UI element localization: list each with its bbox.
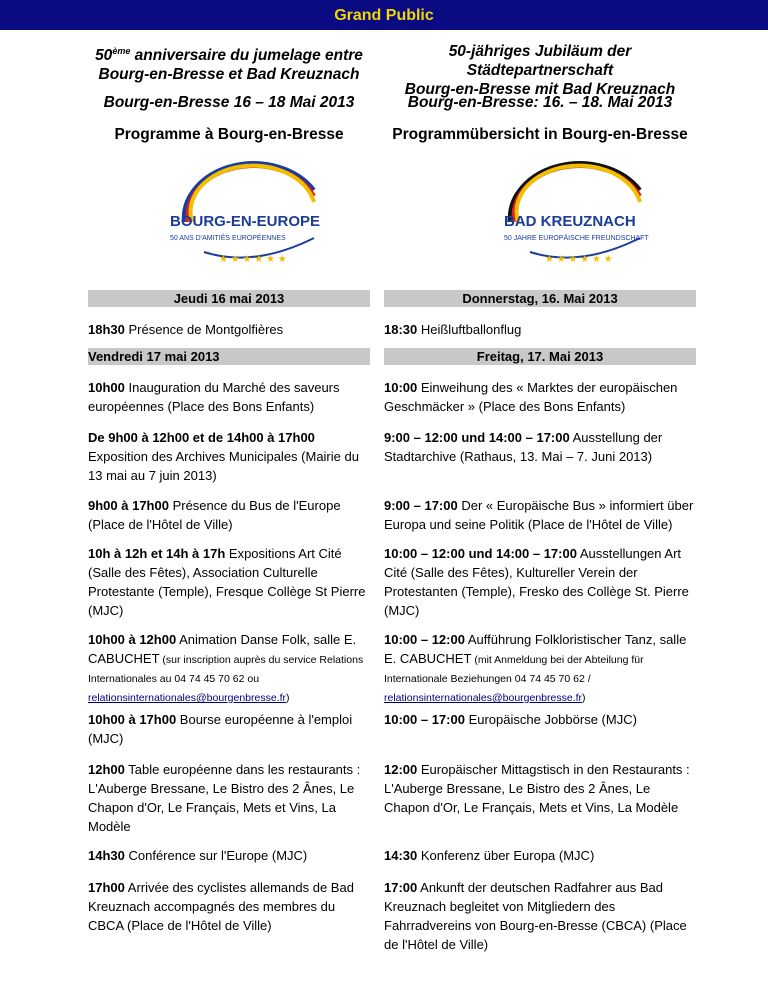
fr-logo-stars: ★ ★ ★ ★ ★ ★ <box>219 254 287 265</box>
de-dates: Bourg-en-Bresse: 16. – 18. Mai 2013 <box>407 94 673 111</box>
de-title-line2: Bourg-en-Bresse mit Bad Kreuznach <box>404 81 676 98</box>
de-entry: 14:30 Konferenz über Europa (MJC) <box>384 848 595 863</box>
de-entry: 18:30 Heißluftballonflug <box>384 322 522 337</box>
de-entry: 10:00 Einweihung des « Marktes der europäischen Geschmäcker » (Place des Bons Enfants) <box>384 380 678 414</box>
fr-entry: 10h00 Inauguration du Marché des saveurs européennes (Place des Bons Enfants) <box>88 380 340 414</box>
de-title <box>384 42 696 99</box>
fr-dates: Bourg-en-Bresse 16 – 18 Mai 2013 <box>103 94 355 111</box>
fr-entry: 17h00 Arrivée des cyclistes allemands de Bad Kreuznach accompagnés des membres du CBCA (Place de l'Hôtel de Ville) <box>88 880 354 933</box>
de-programme-heading: Programmübersicht in Bourg-en-Bresse <box>392 126 688 143</box>
fr-entry: 18h30 Présence de Montgolfières <box>88 322 284 337</box>
fr-logo-sub: 50 ANS D'AMITIÉS EUROPÉENNES <box>170 235 286 242</box>
fr-entry: 14h30 Conférence sur l'Europe (MJC) <box>88 848 308 863</box>
fr-title-sup: ème <box>112 46 131 56</box>
de-entry: 17:00 Ankunft der deutschen Radfahrer aus Bad Kreuznach begleitet von Mitgliedern des Fahrradvereins von Bourg-en-Bresse (CBCA) (Place de l'Hôtel de Ville) <box>384 880 687 952</box>
fr-day2-bar: Vendredi 17 mai 2013 <box>88 348 370 365</box>
fr-title-number: 50 <box>95 47 113 65</box>
fr-entry: 10h00 à 17h00 Bourse européenne à l'emploi (MJC) <box>88 712 353 746</box>
de-day2-bar: Freitag, 17. Mai 2013 <box>384 348 696 365</box>
bad-kreuznach-logo <box>490 160 670 270</box>
fr-title <box>88 42 370 84</box>
banner-title: Grand Public <box>0 0 768 30</box>
fr-entry: 12h00 Table européenne dans les restaurants : L'Auberge Bressane, Le Bistro des 2 Ȃnes, Le Chapon d'Or, Le Français, Mets et Vins, La Modèle <box>88 762 361 834</box>
de-entry: 10:00 – 12:00 und 14:00 – 17:00 Ausstellungen Art Cité (Salle des Fêtes), Kultureller Verein der Protestanten (Temple), Fresko des Collège St. Pierre (MJC) <box>384 546 689 618</box>
de-day1-bar: Donnerstag, 16. Mai 2013 <box>384 290 696 307</box>
de-logo-sub: 50 JAHRE EUROPÄISCHE FREUNDSCHAFT <box>504 235 649 242</box>
fr-day1-bar: Jeudi 16 mai 2013 <box>88 290 370 307</box>
fr-entry: 10h à 12h et 14h à 17h Expositions Art Cité (Salle des Fêtes), Association Culturelle Protestante (Temple), Fresque Collège St Pierre (MJC) <box>88 546 366 618</box>
de-logo-main: BAD KREUZNACH <box>504 213 636 230</box>
fr-entry: De 9h00 à 12h00 et de 14h00 à 17h00 Exposition des Archives Municipales (Mairie du 13 mai au 7 juin 2013) <box>88 430 359 483</box>
de-email-link[interactable]: relationsinternationales@bourgenbresse.fr <box>384 692 583 704</box>
fr-logo-main: BOURG-EN-EUROPE <box>170 213 321 230</box>
de-logo-stars: ★ ★ ★ ★ ★ ★ <box>545 254 613 265</box>
fr-programme-heading: Programme à Bourg-en-Bresse <box>114 126 344 143</box>
fr-email-link[interactable]: relationsinternationales@bourgenbresse.fr <box>88 692 287 704</box>
de-entry: 12:00 Europäischer Mittagstisch in den Restaurants : L'Auberge Bressane, Le Bistro des 2 Ȃnes, Le Chapon d'Or, Le Français, Mets et Vins, La Modèle <box>384 762 690 815</box>
de-entry: 9:00 – 17:00 Der « Europäische Bus » informiert über Europa und seine Politik (Place de l'Hôtel de Ville) <box>384 498 694 532</box>
fr-title-line2: Bourg-en-Bresse et Bad Kreuznach <box>98 66 360 84</box>
de-entry: 9:00 – 12:00 und 14:00 – 17:00 Ausstellung der Stadtarchive (Rathaus, 13. Mai – 7. Juni 2013) <box>384 430 663 464</box>
bourg-en-europe-logo <box>164 160 344 270</box>
fr-title-rest: anniversaire du jumelage entre <box>130 47 363 65</box>
de-entry: 10:00 – 12:00 Aufführung Folkloristischer Tanz, salle E. CABUCHET (mit Anmeldung bei der Abteilung für Internationale Beziehungen 04 74 45 70 62 / relationsinternationales@bourgenbresse.fr) <box>384 632 687 704</box>
de-entry: 10:00 – 17:00 Europäische Jobbörse (MJC) <box>384 712 637 727</box>
fr-entry: 10h00 à 12h00 Animation Danse Folk, salle E. CABUCHET (sur inscription auprès du service Relations Internationales au 04 74 45 70 62 ou relationsinternationales@bourgenbresse.fr) <box>88 632 364 704</box>
fr-entry: 9h00 à 17h00 Présence du Bus de l'Europe (Place de l'Hôtel de Ville) <box>88 498 341 532</box>
de-title-line1: 50-jähriges Jubiläum der Städtepartnerschaft <box>448 43 632 79</box>
